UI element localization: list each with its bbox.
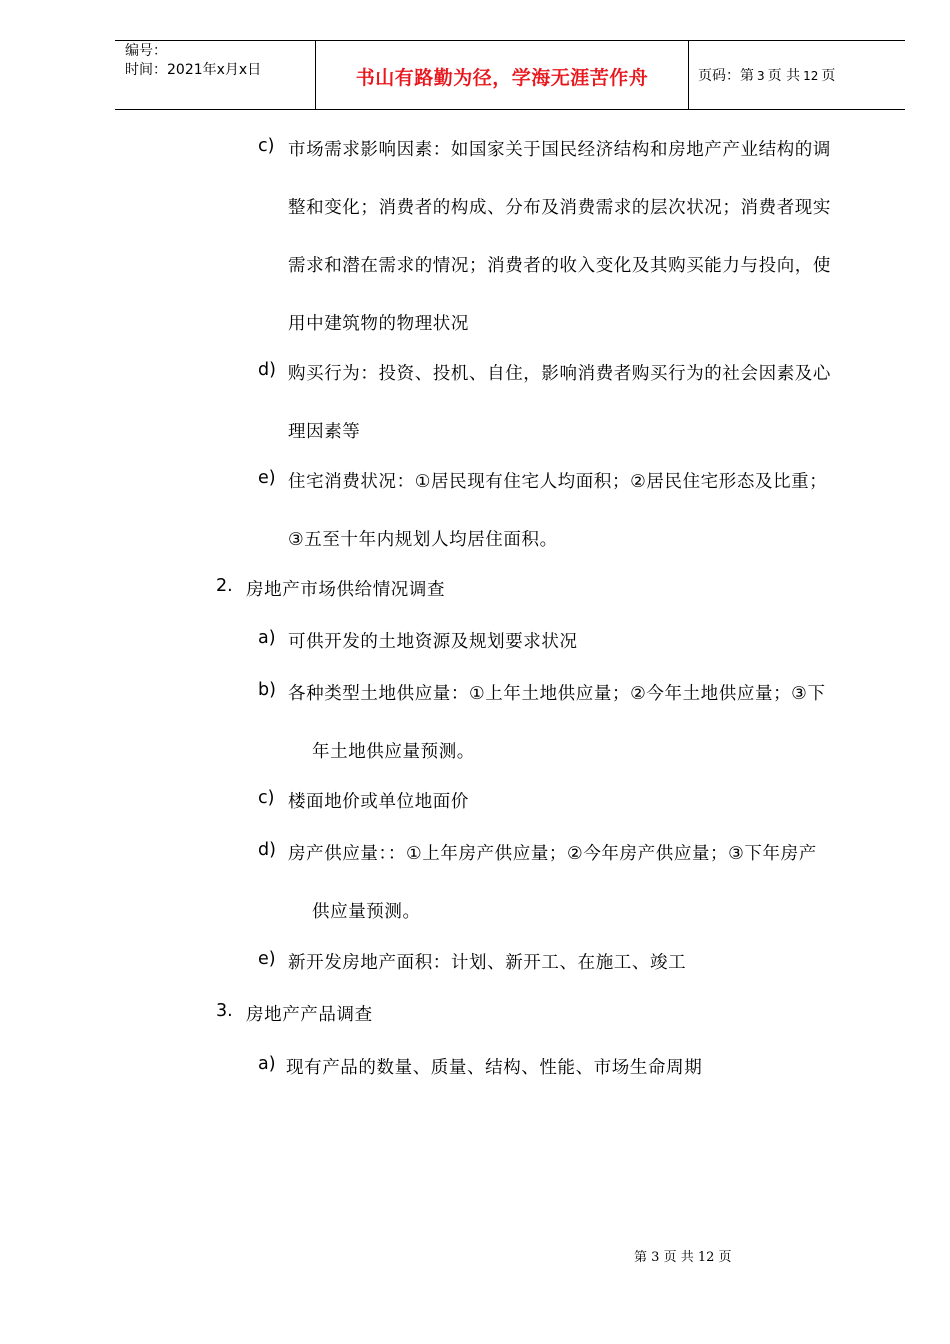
list-marker: b) — [258, 680, 276, 700]
section-number: 3. — [216, 1001, 233, 1021]
paragraph-line: 理因素等 — [288, 422, 361, 442]
list-marker: d) — [258, 360, 276, 380]
header-divider — [688, 41, 689, 109]
paragraph-line: 整和变化；消费者的构成、分布及消费需求的层次状况；消费者现实 — [288, 198, 831, 218]
page-total: 12 — [803, 69, 819, 83]
header-motto: 书山有路勤为径，学海无涯苦作舟 — [355, 67, 649, 89]
footer-prefix: 第 — [634, 1250, 648, 1265]
footer-current: 3 — [651, 1250, 660, 1265]
paragraph-line: 市场需求影响因素：如国家关于国民经济结构和房地产产业结构的调 — [288, 140, 831, 160]
section-heading: 房地产产品调查 — [246, 1005, 373, 1025]
paragraph-line: 各种类型土地供应量：①上年土地供应量；②今年土地供应量；③下 — [288, 684, 826, 704]
paragraph-line: 新开发房地产面积：计划、新开工、在施工、竣工 — [288, 953, 687, 973]
list-marker: a) — [258, 1054, 276, 1074]
list-marker: d) — [258, 840, 276, 860]
paragraph-line: 楼面地价或单位地面价 — [288, 792, 469, 812]
page-mid: 页 共 — [767, 68, 801, 84]
paragraph-line: 房产供应量：：①上年房产供应量；②今年房产供应量；③下年房产 — [288, 844, 817, 864]
list-marker: c) — [258, 136, 275, 156]
header-page-info — [698, 65, 835, 85]
page-footer — [634, 1246, 732, 1265]
paragraph-line: 需求和潜在需求的情况；消费者的收入变化及其购买能力与投向，使 — [288, 256, 831, 276]
paragraph-line: ③五至十年内规划人均居住面积。 — [288, 530, 558, 550]
doc-number-label: 编号： — [125, 43, 167, 59]
header-meta — [125, 42, 261, 80]
footer-total: 12 — [697, 1250, 715, 1265]
paragraph-line: 可供开发的土地资源及规划要求状况 — [288, 632, 578, 652]
page-current: 3 — [757, 69, 765, 83]
doc-time: 时间：2021年x月x日 — [125, 62, 262, 78]
paragraph-line: 购买行为：投资、投机、自住，影响消费者购买行为的社会因素及心 — [288, 364, 831, 384]
list-marker: a) — [258, 628, 276, 648]
footer-suffix: 页 — [718, 1250, 732, 1265]
paragraph-line: 年土地供应量预测。 — [312, 742, 475, 762]
section-heading: 房地产市场供给情况调查 — [246, 580, 446, 600]
list-marker: e) — [258, 949, 276, 969]
paragraph-line: 供应量预测。 — [312, 902, 421, 922]
page-suffix: 页 — [821, 68, 836, 84]
paragraph-line: 住宅消费状况：①居民现有住宅人均面积；②居民住宅形态及比重； — [288, 472, 828, 492]
paragraph-line: 用中建筑物的物理状况 — [288, 314, 469, 334]
section-number: 2. — [216, 576, 233, 596]
page-header — [115, 40, 905, 110]
footer-mid: 页 共 — [663, 1250, 694, 1265]
list-marker: e) — [258, 468, 276, 488]
page-prefix: 页码：第 — [698, 68, 754, 84]
paragraph-line: 现有产品的数量、质量、结构、性能、市场生命周期 — [286, 1058, 703, 1078]
list-marker: c) — [258, 788, 275, 808]
